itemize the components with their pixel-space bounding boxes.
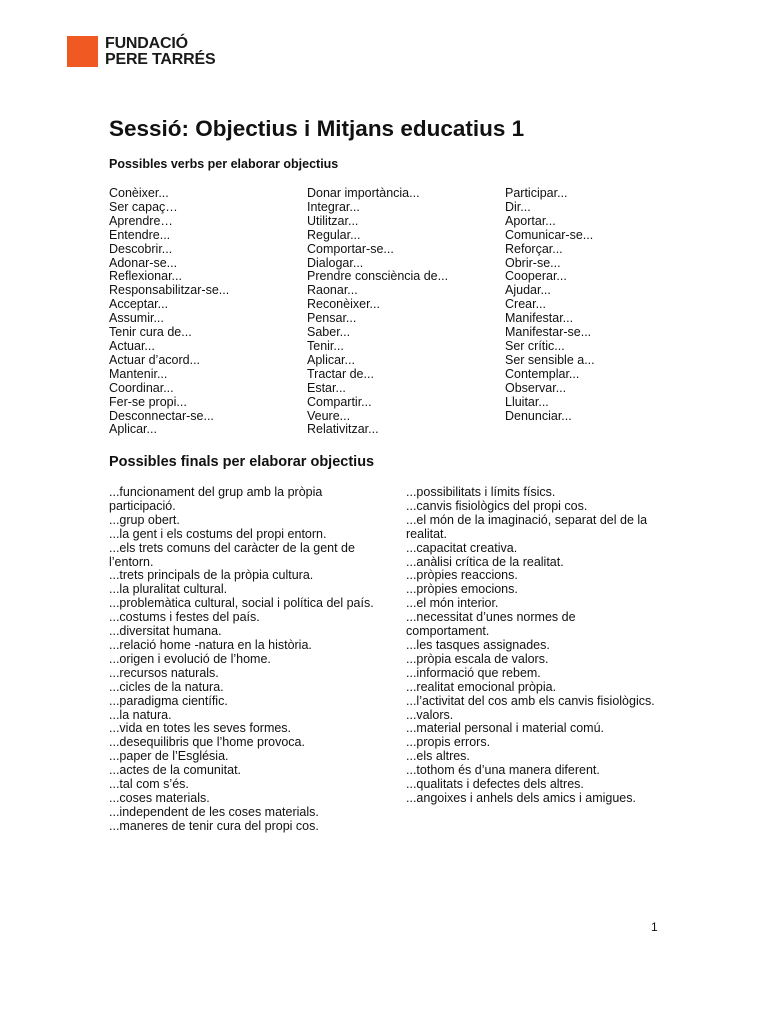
verb-item: Utilitzar... xyxy=(307,213,359,228)
ending-item: ...funcionament del grup amb la pròpia participació. xyxy=(109,485,323,513)
verb-item: Donar importància... xyxy=(307,186,420,200)
verb-item: Reforçar... xyxy=(505,241,563,256)
verb-item: Observar... xyxy=(505,380,567,395)
ending-item: ...els trets comuns del caràcter de la gent de l’entorn. xyxy=(109,540,355,569)
verb-item: Comunicar-se... xyxy=(505,227,594,242)
verb-item: Conèixer... xyxy=(109,186,169,200)
logo xyxy=(67,36,215,67)
ending-item: ...els altres. xyxy=(406,749,470,764)
verb-item: Ser crític... xyxy=(505,338,565,353)
verb-item: Relativitzar... xyxy=(307,422,379,437)
verb-item: Tractar de... xyxy=(307,366,374,381)
ending-item: ...desequilibris que l’home provoca. xyxy=(109,735,305,750)
verbs-column-3 xyxy=(505,187,595,423)
ending-item: ...canvis fisiològics del propi cos. xyxy=(406,498,588,513)
ending-item: ...la gent i els costums del propi entorn. xyxy=(109,526,327,541)
ending-item: ...cicles de la natura. xyxy=(109,679,224,694)
ending-item: ...paradigma científic. xyxy=(109,693,228,708)
page-number: 1 xyxy=(651,920,658,934)
verb-item: Pensar... xyxy=(307,311,357,326)
ending-item: ...tal com s’és. xyxy=(109,777,189,792)
verb-item: Dir... xyxy=(505,199,531,214)
verb-item: Regular... xyxy=(307,227,361,242)
logo-mark xyxy=(67,36,98,67)
logo-line-1: FUNDACIÓ xyxy=(105,35,188,52)
ending-item: ...independent de les coses materials. xyxy=(109,804,319,819)
ending-item: ...pròpies emocions. xyxy=(406,582,518,597)
verb-item: Ser sensible a... xyxy=(505,352,595,367)
verb-item: Assumir... xyxy=(109,311,164,326)
ending-item: ...l’activitat del cos amb els canvis fisiològics. xyxy=(406,693,655,708)
ending-item: ...costums i festes del país. xyxy=(109,610,260,625)
verb-item: Ajudar... xyxy=(505,283,551,298)
verb-item: Integrar... xyxy=(307,199,360,214)
verb-item: Responsabilitzar-se... xyxy=(109,283,230,298)
verb-item: Entendre... xyxy=(109,227,171,242)
verb-item: Manifestar... xyxy=(505,311,574,326)
ending-item: ...origen i evolució de l’home. xyxy=(109,651,271,666)
ending-item: ...el món de la imaginació, separat del de la realitat. xyxy=(406,512,648,541)
verb-item: Contemplar... xyxy=(505,366,580,381)
ending-item: ...problemàtica cultural, social i política del país. xyxy=(109,596,374,611)
ending-item: ...anàlisi crítica de la realitat. xyxy=(406,554,564,569)
ending-item: ...la pluralitat cultural. xyxy=(109,582,228,597)
verb-item: Descobrir... xyxy=(109,241,173,256)
verb-item: Reflexionar... xyxy=(109,269,182,284)
ending-item: ...el món interior. xyxy=(406,596,499,611)
verb-item: Actuar d’acord... xyxy=(109,352,201,367)
ending-item: ...qualitats i defectes dels altres. xyxy=(406,777,584,792)
verb-item: Aplicar... xyxy=(109,422,157,437)
verb-item: Reconèixer... xyxy=(307,297,380,312)
ending-item: ...coses materials. xyxy=(109,790,210,805)
verb-item: Compartir... xyxy=(307,394,372,409)
ending-item: ...vida en totes les seves formes. xyxy=(109,721,292,736)
verb-item: Saber... xyxy=(307,325,351,340)
verbs-heading: Possibles verbs per elaborar objectius xyxy=(109,157,339,171)
ending-item: ...pròpia escala de valors. xyxy=(406,651,549,666)
verb-item: Cooperar... xyxy=(505,269,567,284)
verb-item: Comportar-se... xyxy=(307,241,394,256)
verb-item: Obrir-se... xyxy=(505,255,561,270)
ending-item: ...material personal i material comú. xyxy=(406,721,604,736)
logo-line-2: PERE TARRÉS xyxy=(105,50,216,68)
ending-item: ...paper de l’Església. xyxy=(109,749,229,764)
verb-item: Aplicar... xyxy=(307,352,355,367)
ending-item: ...possibilitats i límits físics. xyxy=(406,485,556,499)
verbs-column-2 xyxy=(307,187,448,437)
verb-item: Crear... xyxy=(505,297,546,312)
verb-item: Participar... xyxy=(505,186,568,200)
verb-item: Coordinar... xyxy=(109,380,174,395)
ending-item: ...realitat emocional pròpia. xyxy=(406,679,557,694)
verb-item: Estar... xyxy=(307,380,346,395)
ending-item: ...recursos naturals. xyxy=(109,665,219,680)
verb-item: Fer-se propi... xyxy=(109,394,187,409)
verbs-column-1 xyxy=(109,187,229,437)
verb-item: Dialogar... xyxy=(307,255,364,270)
logo-text xyxy=(105,36,215,67)
verb-item: Desconnectar-se... xyxy=(109,408,214,423)
endings-column-1 xyxy=(109,486,379,834)
verb-item: Ser capaç… xyxy=(109,199,178,214)
verb-item: Mantenir... xyxy=(109,366,168,381)
verb-item: Prendre consciència de... xyxy=(307,269,449,284)
ending-item: ...capacitat creativa. xyxy=(406,540,518,555)
verb-item: Lluitar... xyxy=(505,394,549,409)
ending-item: ...angoixes i anhels dels amics i amigues. xyxy=(406,790,636,805)
ending-item: ...maneres de tenir cura del propi cos. xyxy=(109,818,319,833)
verb-item: Raonar... xyxy=(307,283,358,298)
ending-item: ...tothom és d’una manera diferent. xyxy=(406,763,600,778)
endings-column-2 xyxy=(406,486,661,806)
ending-item: ...trets principals de la pròpia cultura. xyxy=(109,568,314,583)
ending-item: ...valors. xyxy=(406,707,454,722)
verb-item: Manifestar-se... xyxy=(505,325,592,340)
verb-item: Denunciar... xyxy=(505,408,572,423)
ending-item: ...la natura. xyxy=(109,707,172,722)
verb-item: Tenir... xyxy=(307,338,344,353)
ending-item: ...les tasques assignades. xyxy=(406,637,550,652)
ending-item: ...relació home -natura en la història. xyxy=(109,637,312,652)
verb-item: Tenir cura de... xyxy=(109,325,192,340)
verb-item: Actuar... xyxy=(109,338,155,353)
ending-item: ...grup obert. xyxy=(109,512,180,527)
ending-item: ...pròpies reaccions. xyxy=(406,568,518,583)
verb-item: Acceptar... xyxy=(109,297,169,312)
verb-item: Aportar... xyxy=(505,213,556,228)
ending-item: ...necessitat d’unes normes de comportament. xyxy=(406,610,576,639)
ending-item: ...actes de la comunitat. xyxy=(109,763,242,778)
verb-item: Veure... xyxy=(307,408,351,423)
endings-heading: Possibles finals per elaborar objectius xyxy=(109,454,375,470)
verb-item: Aprendre… xyxy=(109,213,173,228)
ending-item: ...informació que rebem. xyxy=(406,665,541,680)
ending-item: ...propis errors. xyxy=(406,735,491,750)
ending-item: ...diversitat humana. xyxy=(109,624,222,639)
page-title: Sessió: Objectius i Mitjans educatius 1 xyxy=(109,116,525,141)
verb-item: Adonar-se... xyxy=(109,255,178,270)
